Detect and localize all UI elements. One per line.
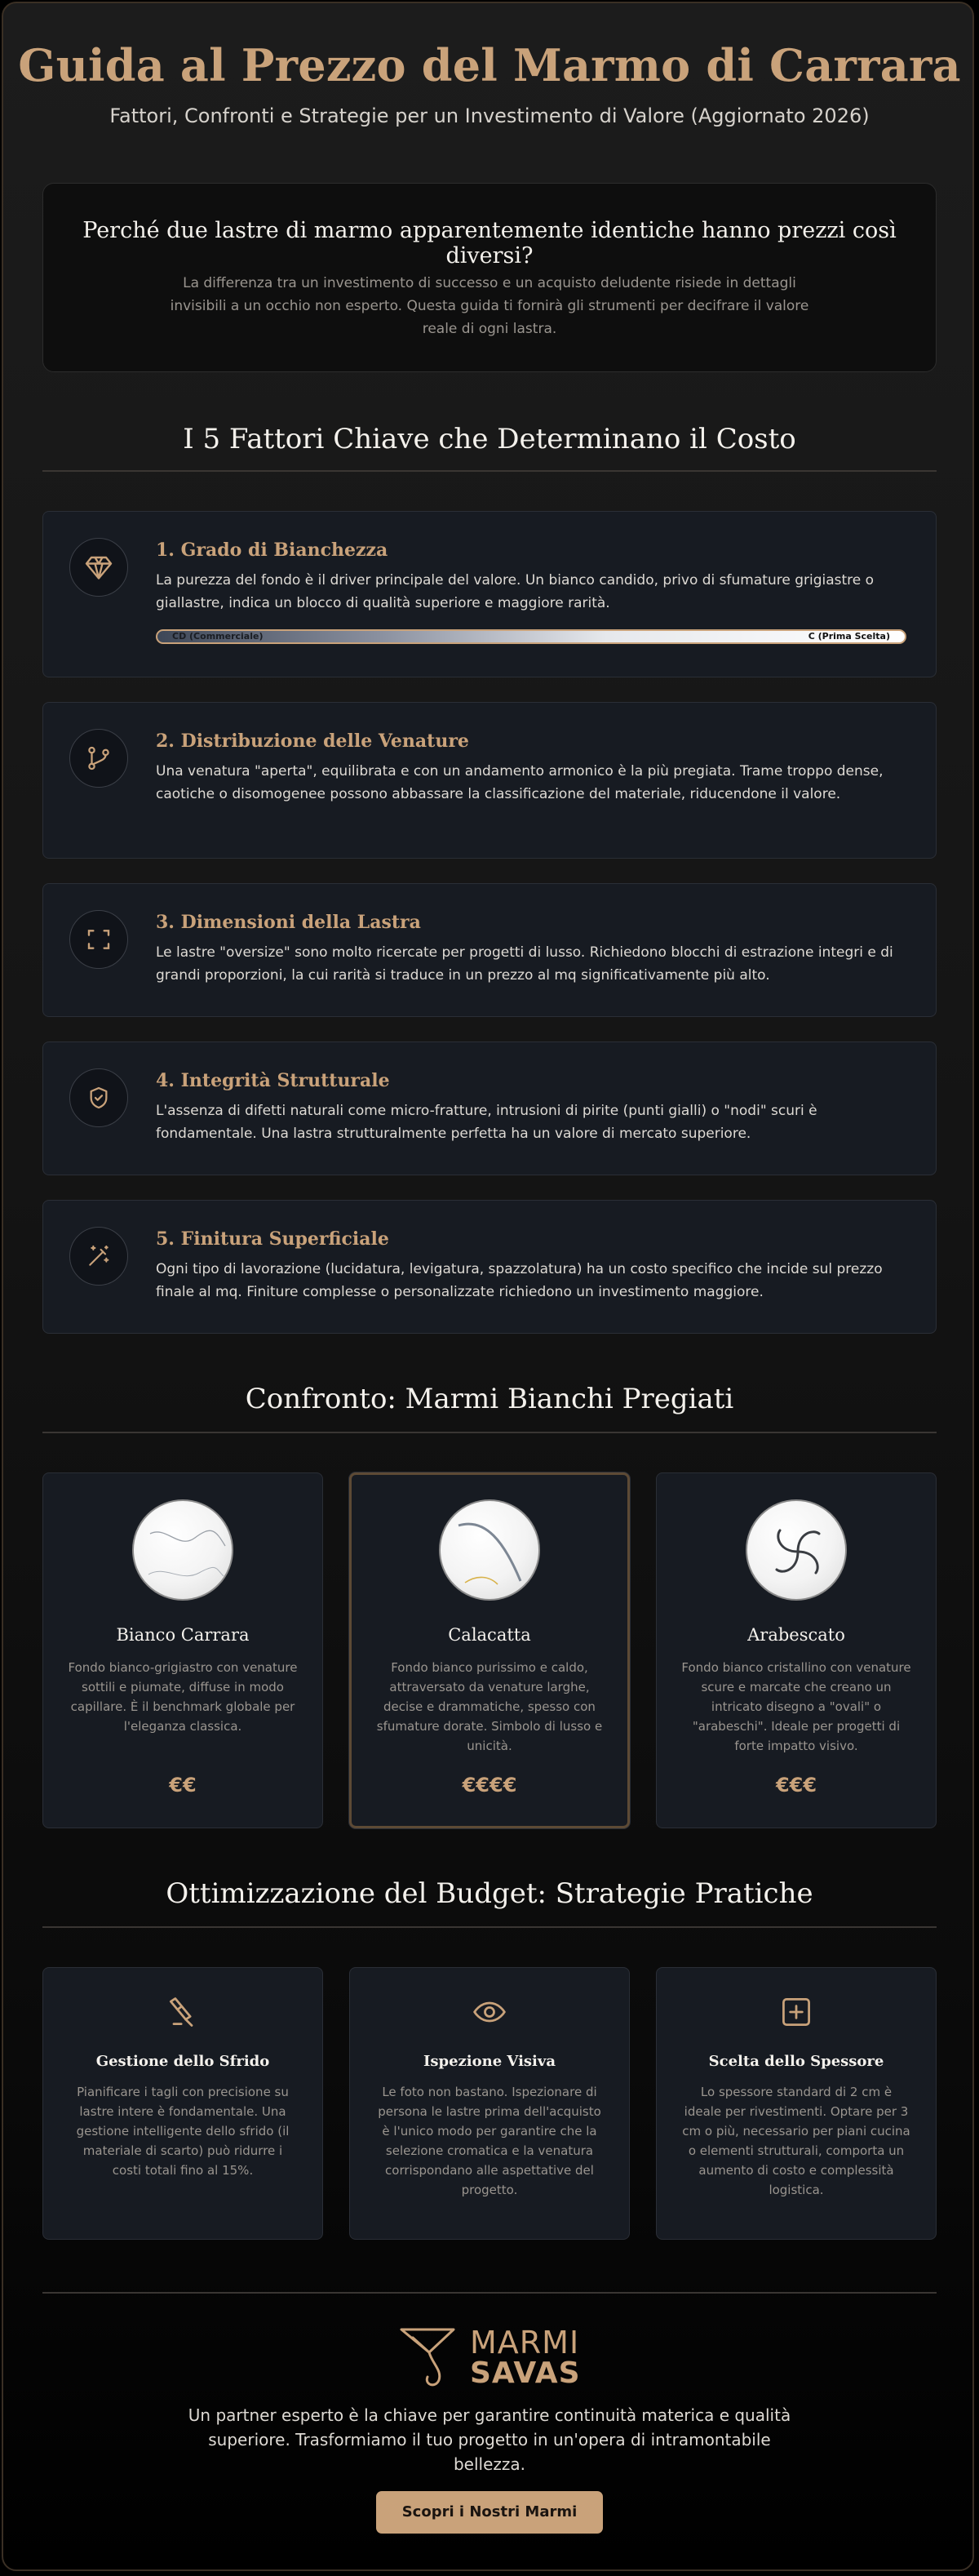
strategy-card-waste — [42, 1967, 323, 2240]
section-divider — [42, 1432, 937, 1433]
scale-low-label: CD (Commerciale) — [172, 631, 264, 642]
factor-card-veining — [42, 702, 937, 859]
factor-text: La purezza del fondo è il driver principale del valore. Un bianco candido, privo di sfumature grigiastre o giallastre, indica un blocco di qualità superiore e maggiore rarità. — [156, 572, 875, 611]
strategy-text: Pianificare i tagli con precisione su lastre intere è fondamentale. Una gestione intelligente dello sfrido (il materiale di scarto) può ridurre i costi totali fino al 15%. — [76, 2085, 290, 2178]
magic-wand-icon — [69, 1227, 128, 1286]
marble-swatch-image — [439, 1499, 540, 1601]
intro-box — [42, 183, 937, 372]
strategy-text: Le foto non bastano. Ispezionare di persona le lastre prima dell'acquisto è l'unico modo per garantire che la selezione cromatica e la venatura corrispondano alle aspettative del progetto. — [378, 2085, 601, 2197]
scale-high-label: C (Prima Scelta) — [808, 631, 890, 642]
brand-logo-bottom: SAVAS — [470, 2356, 581, 2390]
budget-section-title: Ottimizzazione del Budget: Strategie Pratiche — [166, 1877, 813, 1910]
strategy-card-inspection — [349, 1967, 630, 2240]
strategy-title: Gestione dello Sfrido — [95, 2053, 270, 2070]
intro-text: La differenza tra un investimento di successo e un acquisto deludente risiede in dettagli invisibili a un occhio non esperto. Questa guida ti fornirà gli strumenti per decifrare il valore reale di ogni lastra. — [170, 275, 809, 337]
page-subtitle: Fattori, Confronti e Strategie per un Investimento di Valore (Aggiornato 2026) — [109, 104, 870, 127]
marble-card-arabescato — [656, 1472, 937, 1828]
marble-name: Arabescato — [747, 1625, 845, 1645]
strategy-card-thickness — [656, 1967, 937, 2240]
factor-text: Le lastre "oversize" sono molto ricercate per progetti di lusso. Richiedono blocchi di estrazione integri e di grandi proporzioni, la cui rarità si traduce in un prezzo al mq significativamente più alto. — [156, 944, 893, 984]
dimensions-icon — [69, 910, 128, 969]
whiteness-scale-bar — [156, 629, 906, 644]
eye-icon — [472, 1994, 507, 2030]
factor-title: 3. Dimensioni della Lastra — [156, 912, 421, 933]
intro-question: Perché due lastre di marmo apparentemente identiche hanno prezzi così diversi? — [82, 218, 897, 269]
marble-card-bianco-carrara — [42, 1472, 323, 1828]
strategy-text: Lo spessore standard di 2 cm è ideale per rivestimenti. Optare per 3 cm o più, necessario per piani cucina o elementi strutturali, comporta un aumento di costo e complessità logistica. — [682, 2085, 910, 2197]
footer-text: Un partner esperto è la chiave per garantire continuità materica e qualità superiore. Trasformiamo il tuo progetto in un'opera di intramontabile bellezza. — [188, 2405, 791, 2474]
cutting-tool-icon — [165, 1994, 201, 2030]
brand-logo-top: MARMI — [470, 2325, 580, 2361]
price-level: €€€ — [775, 1774, 817, 1797]
factor-card-whiteness — [42, 511, 937, 677]
factors-section-title: I 5 Fattori Chiave che Determinano il Costo — [183, 423, 796, 455]
brand-logo-mark-icon — [396, 2325, 467, 2390]
marble-description: Fondo bianco purissimo e caldo, attraversato da venature larghe, decise e drammatiche, spesso con sfumature dorate. Simbolo di lusso e unicità. — [376, 1660, 603, 1753]
strategy-title: Ispezione Visiva — [423, 2053, 556, 2070]
factor-text: Ogni tipo di lavorazione (lucidatura, levigatura, spazzolatura) ha un costo specifico che incide sul prezzo finale al mq. Finiture complesse o personalizzate richiedono un investimento maggiore. — [156, 1261, 883, 1300]
factor-title: 1. Grado di Bianchezza — [156, 540, 388, 561]
section-divider — [42, 1926, 937, 1928]
strategy-title: Scelta dello Spessore — [708, 2053, 884, 2070]
section-divider — [42, 470, 937, 472]
factor-text: L'assenza di difetti naturali come micro-fratture, intrusioni di pirite (punti gialli) o "nodi" scuri è fondamentale. Una lastra strutturalmente perfetta ha un valore di mercato superiore. — [156, 1103, 817, 1142]
marble-swatch-image — [746, 1499, 847, 1601]
marble-name: Calacatta — [448, 1625, 531, 1645]
factor-text: Una venatura "aperta", equilibrata e con un andamento armonico è la più pregiata. Trame troppo dense, caotiche o disomogenee possono abbassare la classificazione del materiale, riducendone il valore. — [156, 763, 884, 802]
comparison-section-title: Confronto: Marmi Bianchi Pregiati — [245, 1383, 734, 1415]
discover-marbles-button[interactable]: Scopri i Nostri Marmi — [376, 2491, 603, 2534]
price-level: €€ — [169, 1774, 197, 1797]
diamond-icon — [69, 538, 128, 597]
factor-card-dimensions — [42, 883, 937, 1017]
brand-logo — [396, 2323, 584, 2392]
footer-divider — [42, 2292, 937, 2294]
veining-icon — [69, 729, 128, 788]
factor-title: 5. Finitura Superficiale — [156, 1228, 389, 1250]
marble-swatch-image — [132, 1499, 233, 1601]
shield-check-icon — [69, 1068, 128, 1127]
factor-card-finish — [42, 1200, 937, 1334]
factor-title: 2. Distribuzione delle Venature — [156, 731, 469, 752]
plus-square-icon — [778, 1994, 814, 2030]
factor-card-integrity — [42, 1042, 937, 1175]
marble-description: Fondo bianco-grigiastro con venature sottili e piumate, diffuse in modo capillare. È il benchmark globale per l'eleganza classica. — [68, 1660, 298, 1734]
marble-card-calacatta — [349, 1472, 630, 1828]
marble-description: Fondo bianco cristallino con venature scure e marcate che creano un intricato disegno a "ovali" o "arabeschi". Ideale per progetti di forte impatto visivo. — [681, 1660, 911, 1753]
marble-name: Bianco Carrara — [116, 1625, 250, 1645]
page-title: Guida al Prezzo del Marmo di Carrara — [18, 39, 961, 91]
price-level: €€€€ — [462, 1774, 517, 1797]
factor-title: 4. Integrità Strutturale — [156, 1070, 390, 1091]
